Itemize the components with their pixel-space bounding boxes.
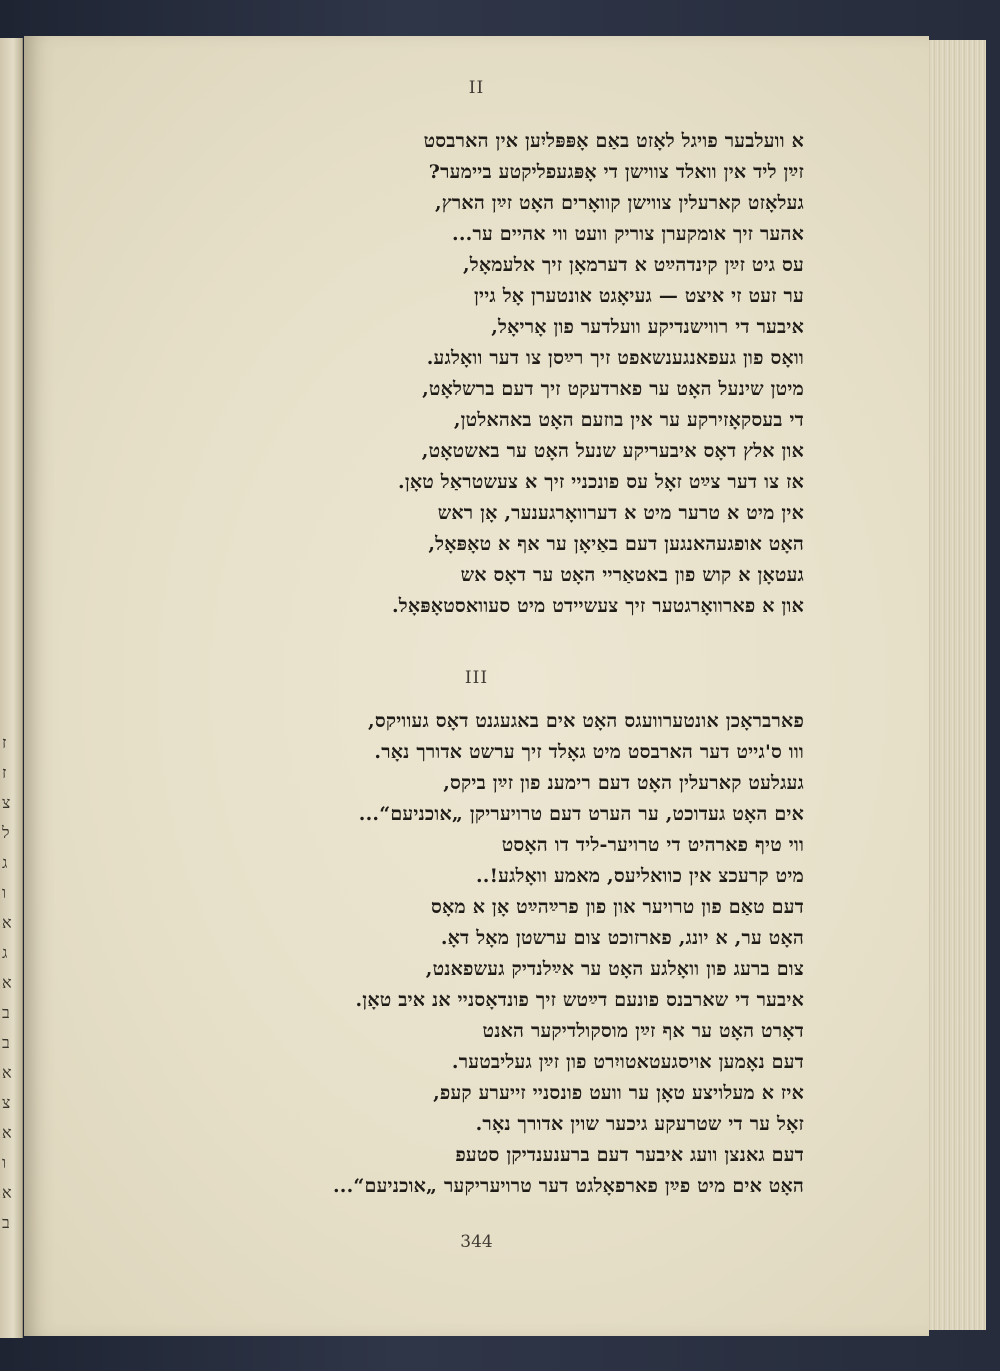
text-line: אהער זיך אומקערן צוריק וועט ווי אהיים ער...: [452, 223, 804, 245]
text-line: אין מיט א טרער מיט א דערוואָרגענער, אָן ראש: [437, 502, 804, 524]
text-line: פארבראָכן אונטערוועגס האָט אים באגעגנט דאָס געוויקס,: [368, 710, 804, 732]
text-line: וואָס פון געפאנגענשאפט זיך רײַסן צו דער וואָלגע.: [426, 347, 804, 369]
page-number: 344: [460, 1232, 493, 1252]
previous-page-letter: ג: [2, 853, 8, 872]
text-line: א וועלבער פויגל לאָזט באַם אָפּפּליִען אין הארבסט: [423, 130, 804, 152]
text-line: מיט קרעכצ אין כוואליעס, מאמע וואָלגע!..: [475, 865, 804, 887]
text-line: האָט אים מיט פײַן פארפאָלגט דער טרויעריקער „אוכניעם“...: [332, 1175, 804, 1197]
page-block-edges: [925, 40, 986, 1330]
previous-page-letter: ב: [2, 1213, 10, 1232]
previous-page-letter: ג: [2, 943, 8, 962]
text-line: האָט ער, א יונג, פארזוכט צום ערשטן מאָל דאָ.: [440, 927, 804, 949]
previous-page-letter: א: [2, 913, 12, 932]
text-line: געטאָן א קוש פון באטאַריי האָט ער דאָס אש: [460, 564, 804, 586]
previous-page-letter: א: [2, 1063, 12, 1082]
section-iii-text: [333, 706, 804, 1202]
previous-page-letter: א: [2, 1123, 12, 1142]
text-line: איז א מעלויצע טאָן ער וועט פונסניי זייערע קעפ,: [433, 1082, 804, 1104]
previous-page-letter: צ: [2, 1093, 11, 1112]
previous-page-letter: ז: [2, 763, 7, 782]
previous-page-letter: ו: [2, 1153, 7, 1172]
text-line: ווו ס'גייט דער הארבסט מיט גאָלד זיך ערשט אדורך נאָר.: [374, 741, 804, 763]
text-line: און אלץ דאָס איבעריקע שנעל האָט ער באשטאָט,: [421, 440, 804, 462]
previous-page-letter: א: [2, 973, 12, 992]
text-line: געלאָזט קארעלין צווישן קוואָרים האָט זײַן הארץ,: [434, 192, 804, 214]
text-line: דעם טאַם פון טרויער און פון פרײַהײַט אָן א מאָס: [431, 896, 804, 918]
section-heading-iii: III: [464, 668, 489, 688]
book-page: [24, 36, 929, 1336]
text-line: איבער די רווישנדיקע וועלדער פון אָריאָל,: [491, 316, 804, 338]
previous-page-letter: צ: [2, 793, 11, 812]
text-line: די בעסקאָזירקע ער אין בוזעם האָט באהאלטן,: [453, 409, 804, 431]
text-line: זײַן ליד אין וואלד צווישן די אָפּגעפליקטע ביימער?: [428, 161, 804, 183]
previous-page-edge: [0, 38, 23, 1338]
previous-page-letter: ב: [2, 1003, 10, 1022]
text-line: אים האָט געדוכט, ער הערט דעם טרויעריקן „אוכניעם“...: [358, 803, 804, 825]
text-line: אז צו דער צײַט זאָל עס פונכניי זיך א צעשטראַל טאָן.: [398, 471, 804, 493]
previous-page-letter: ל: [2, 823, 10, 842]
text-line: ווי טיף פארהיט די טרויער-ליד דו האָסט: [501, 834, 804, 856]
text-line: זאָל ער די שטרעקע גיכער שוין אדורך נאָר.: [475, 1113, 804, 1135]
text-line: דעם נאָמען אויסגעטאטויִרט פון זײַן געליבטער.: [451, 1051, 804, 1073]
section-heading-ii: II: [468, 78, 485, 98]
previous-page-letter: ו: [2, 883, 7, 902]
text-line: האָט אופגעהאנגען דעם באַיאָן ער אף א טאָפּאָל,: [428, 533, 804, 555]
section-ii-text: [392, 126, 804, 622]
previous-page-letter: ב: [2, 1033, 10, 1052]
text-line: דאָרט האָט ער אף זײַן מוסקולדיקער האנט: [482, 1020, 804, 1042]
previous-page-letter: ז: [2, 733, 7, 752]
previous-page-letters: [2, 728, 20, 1238]
text-line: ער זעט זי איצט — געיאָגט אונטערן אָל גיין: [474, 285, 804, 307]
text-line: דעם גאנצן וועג איבער דעם ברענענדיקן סטעפ: [455, 1144, 804, 1166]
text-line: איבער די שארבנס פונעם דײַטש זיך פונדאָסניי אנ איב טאָן.: [355, 989, 804, 1011]
text-line: עס גיט זײַן קינדהײַט א דערמאָן זיך אלעמאָל,: [462, 254, 804, 276]
text-line: צום ברעג פון וואָלגע האָט ער אײַלנדיק געשפאנט,: [425, 958, 804, 980]
text-line: און א פארוואָרגטער זיך צעשיידט מיט סעוואסטאָפּאָל.: [391, 595, 804, 617]
text-line: מיטן שינעל האָט ער פארדעקט זיך דעם ברשלאָט,: [422, 378, 804, 400]
text-line: געגלעט קארעלין האָט דעם רימענ פון זײַן ביקס,: [443, 772, 804, 794]
previous-page-letter: א: [2, 1183, 12, 1202]
